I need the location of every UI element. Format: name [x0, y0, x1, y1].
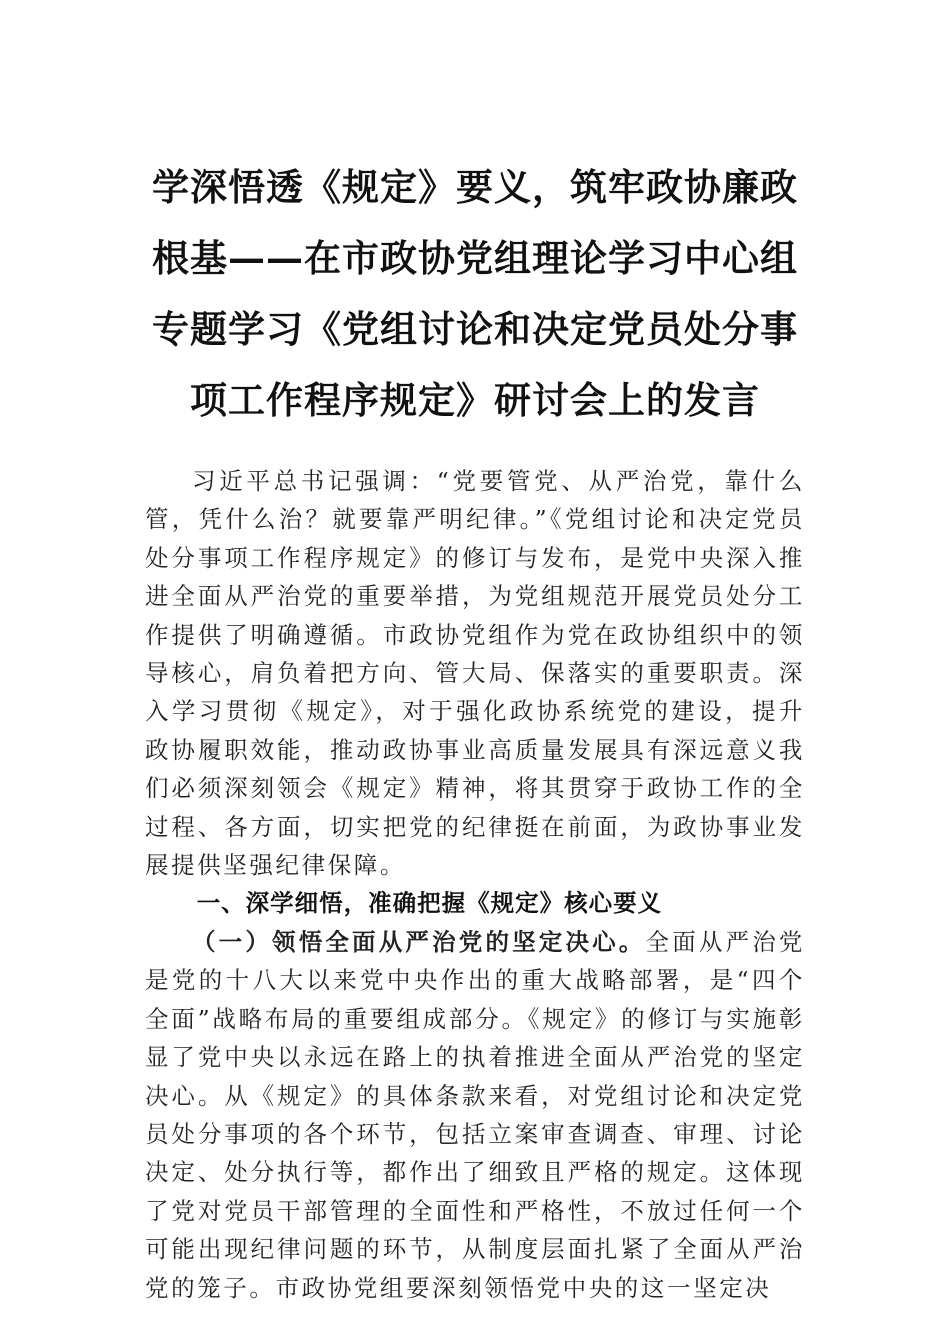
document-body	[145, 462, 805, 1307]
document-title: 学深悟透《规定》要义，筑牢政协廉政根基——在市政协党组理论学习中心组专题学习《党组讨论和决定党员处分事项工作程序规定》研讨会上的发言	[152, 165, 798, 422]
subsection-heading: （一）领悟全面从严治党的坚定决心。	[192, 927, 646, 956]
subsection-text: 全面从严治党是党的十八大以来党中央作出的重大战略部署，是“四个全面”战略布局的重要组成部分。《规定》的修订与实施彰显了党中央以永远在路上的执着推进全面从严治党的坚定决心。从《规定》的具体条款来看，对党组讨论和决定党员处分事项的各个环节，包括立案审查调查、审理、讨论决定、处分执行等，都作出了细致且严格的规定。这体现了党对党员干部管理的全面性和严格性，不放过任何一个可能出现纪律问题的环节，从制度层面扎紧了全面从严治党的笼子。市政协党组要深刻领悟党中央的这一坚定决	[145, 927, 805, 1302]
section-heading: 一、深学细悟，准确把握《规定》核心要义	[196, 889, 663, 918]
subsection-paragraph	[145, 923, 805, 1307]
intro-paragraph: 习近平总书记强调：“党要管党、从严治党，靠什么管，凭什么治？就要靠严明纪律。”《党组讨论和决定党员处分事项工作程序规定》的修订与发布，是党中央深入推进全面从严治党的重要举措，为党组规范开展党员处分工作提供了明确遵循。市政协党组作为党在政协组织中的领导核心，肩负着把方向、管大局、保落实的重要职责。深入学习贯彻《规定》，对于强化政协系统党的建设，提升政协履职效能，推动政协事业高质量发展具有深远意义我们必须深刻领会《规定》精神，将其贯穿于政协工作的全过程、各方面，切实把党的纪律挺在前面，为政协事业发展提供坚强纪律保障。	[145, 467, 805, 880]
